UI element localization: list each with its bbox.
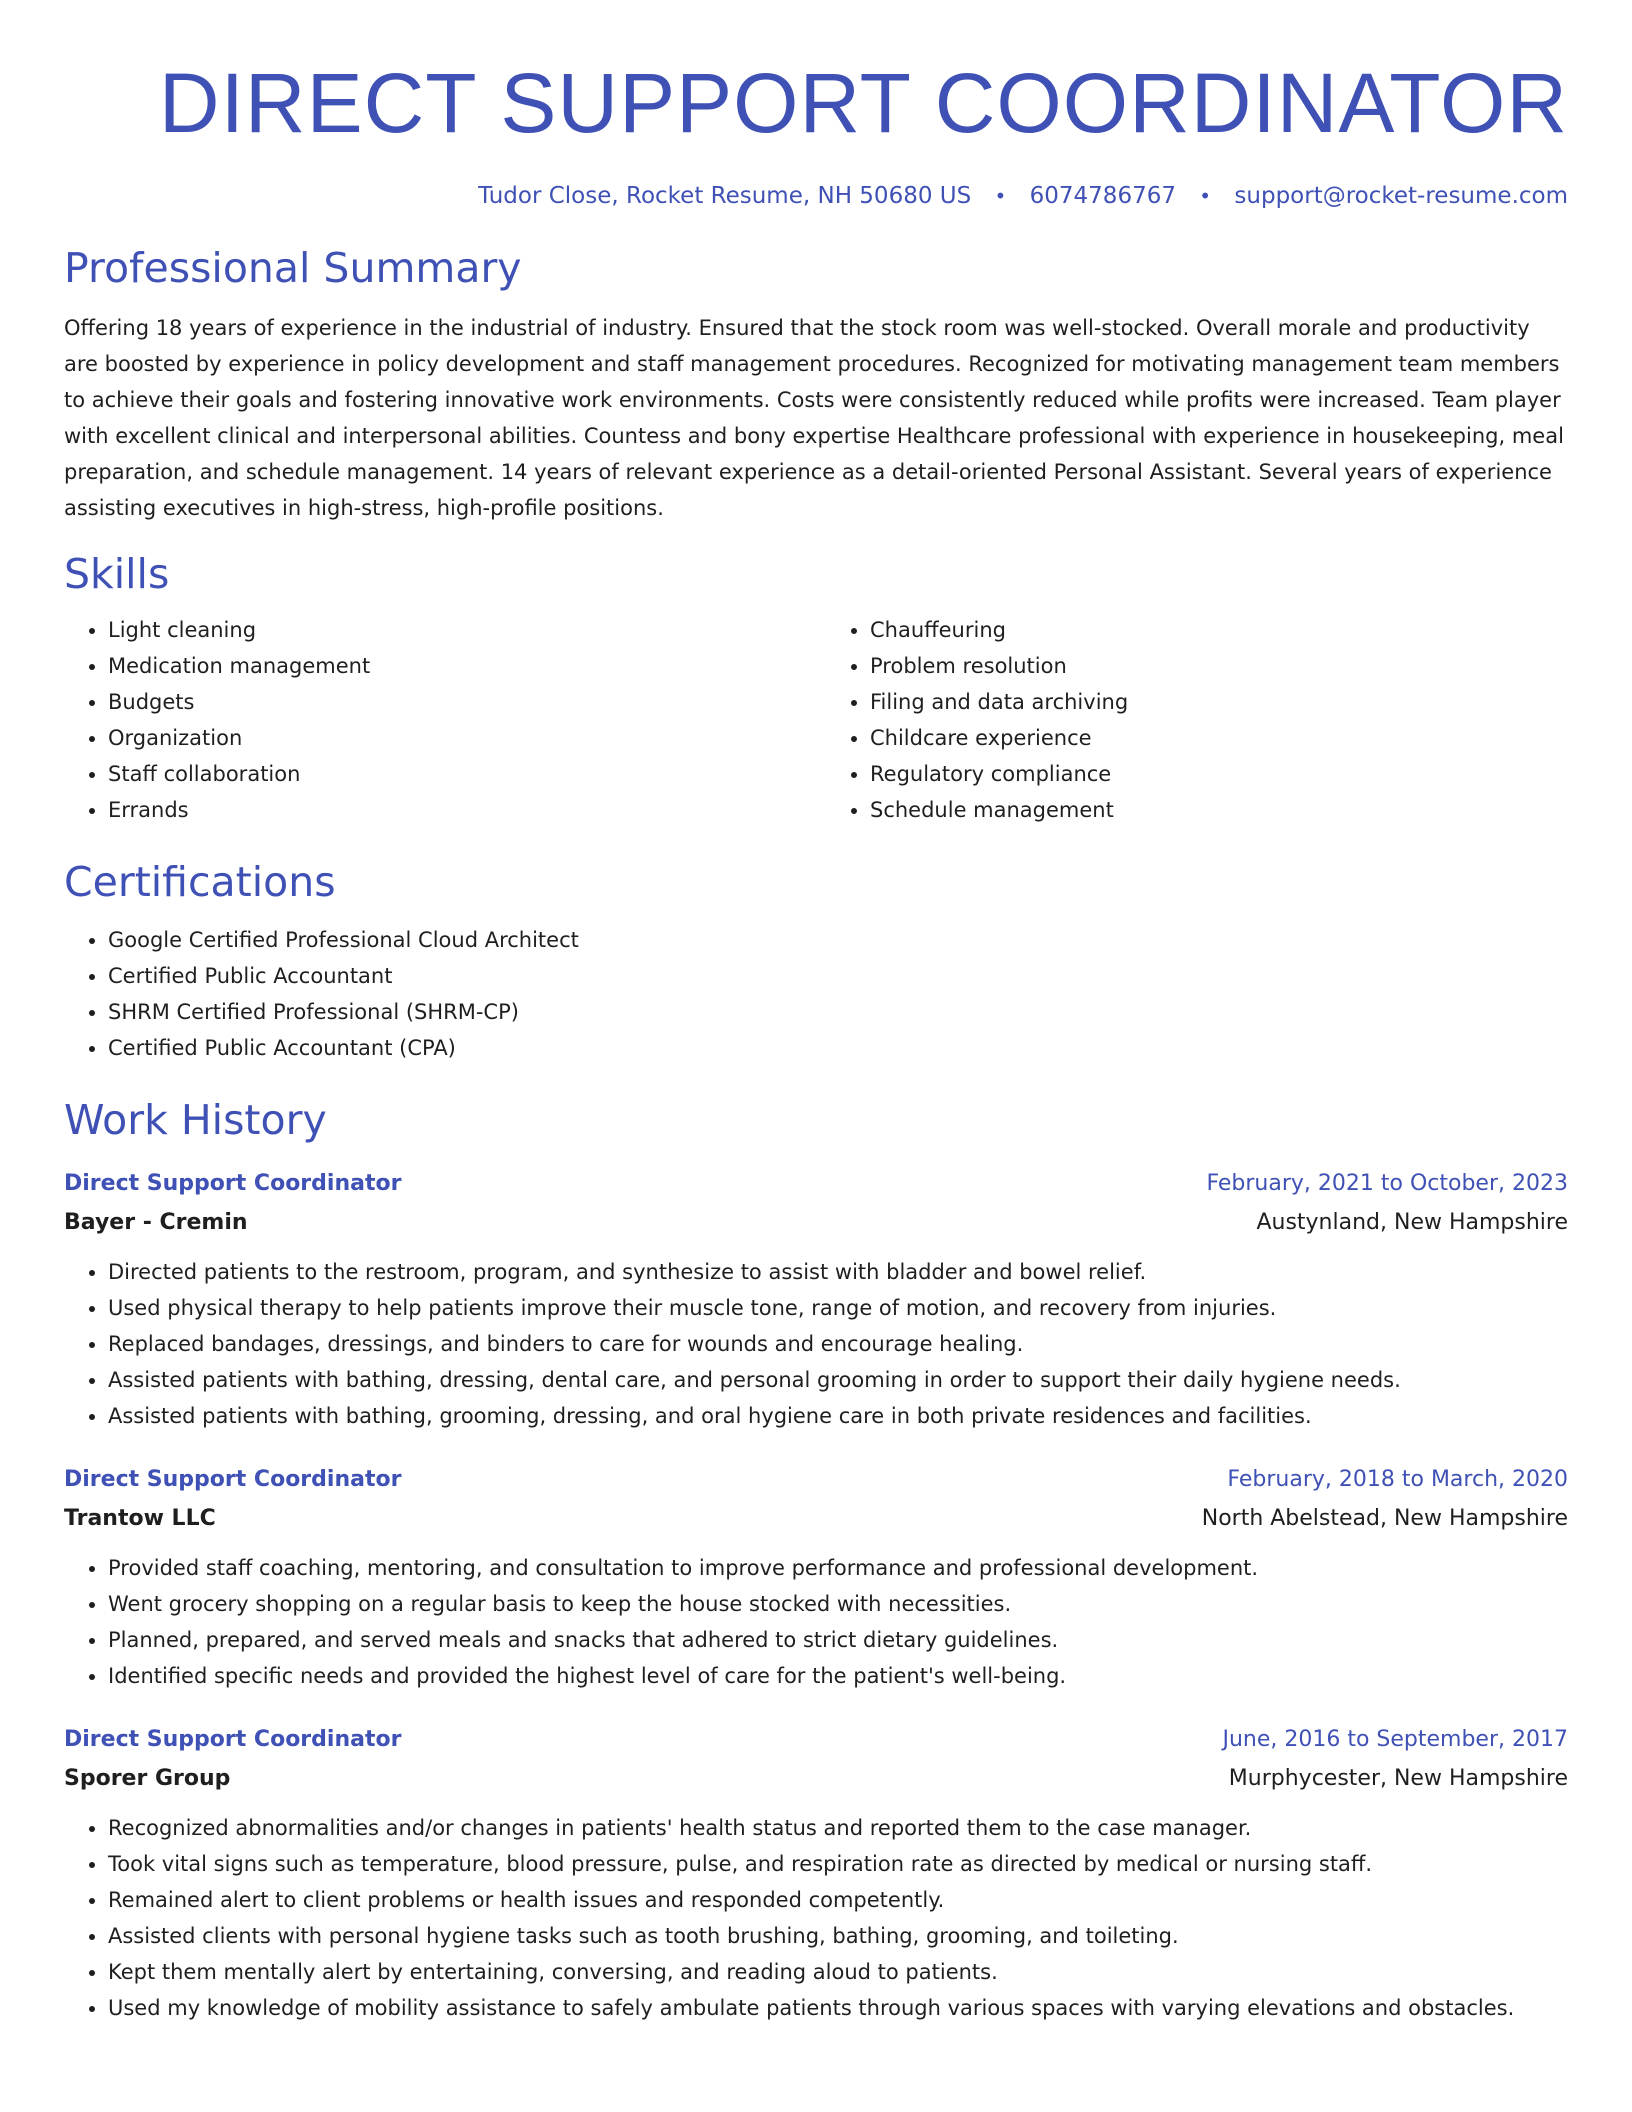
job-entry bbox=[64, 1720, 1568, 2026]
contact-phone: 6074786767 bbox=[1029, 183, 1176, 209]
job-role: Direct Support Coordinator bbox=[64, 1467, 402, 1492]
job-header-row bbox=[64, 1164, 1568, 1204]
resume-page bbox=[64, 0, 1568, 2026]
job-bullet-list bbox=[64, 1254, 1568, 1434]
job-bullet: • Kept them mentally alert by entertaining, conversing, and reading aloud to patients. bbox=[108, 1954, 1568, 1990]
job-company-row bbox=[64, 1760, 1568, 1798]
job-location: North Abelstead, New Hampshire bbox=[1201, 1506, 1568, 1531]
job-location: Austynland, New Hampshire bbox=[1256, 1210, 1568, 1235]
skill-item: • Medication management bbox=[108, 648, 806, 684]
job-header-row bbox=[64, 1460, 1568, 1500]
contact-line bbox=[64, 180, 1568, 212]
job-bullet: • Remained alert to client problems or health issues and responded competently. bbox=[108, 1882, 1568, 1918]
contact-email: support@rocket-resume.com bbox=[1234, 183, 1568, 209]
skill-item: • Staff collaboration bbox=[108, 756, 806, 792]
job-dates: February, 2021 to October, 2023 bbox=[1206, 1171, 1568, 1196]
job-dates: June, 2016 to September, 2017 bbox=[1222, 1727, 1568, 1752]
job-bullet-list bbox=[64, 1550, 1568, 1694]
job-entry bbox=[64, 1460, 1568, 1694]
job-bullet: • Used my knowledge of mobility assistance to safely ambulate patients through various spaces with varying elevations and obstacles. bbox=[108, 1990, 1568, 2026]
certification-item: • Google Certified Professional Cloud Architect bbox=[108, 922, 1568, 958]
skill-item: • Childcare experience bbox=[870, 720, 1568, 756]
job-company: Trantow LLC bbox=[64, 1506, 216, 1531]
job-bullet: • Identified specific needs and provided the highest level of care for the patient's well-being. bbox=[108, 1658, 1568, 1694]
job-bullet: • Assisted clients with personal hygiene tasks such as tooth brushing, bathing, grooming, and toileting. bbox=[108, 1918, 1568, 1954]
job-dates: February, 2018 to March, 2020 bbox=[1227, 1467, 1568, 1492]
job-bullet: • Recognized abnormalities and/or changes in patients' health status and reported them to the case manager. bbox=[108, 1810, 1568, 1846]
skills-grid bbox=[64, 612, 1568, 828]
job-bullet: • Provided staff coaching, mentoring, and consultation to improve performance and professional development. bbox=[108, 1550, 1568, 1586]
job-bullet: • Assisted patients with bathing, dressing, dental care, and personal grooming in order to support their daily hygiene needs. bbox=[108, 1362, 1568, 1398]
job-role: Direct Support Coordinator bbox=[64, 1171, 402, 1196]
certifications-list bbox=[64, 922, 1568, 1066]
job-bullet: • Went grocery shopping on a regular basis to keep the house stocked with necessities. bbox=[108, 1586, 1568, 1622]
job-bullet: • Assisted patients with bathing, grooming, dressing, and oral hygiene care in both private residences and facilities. bbox=[108, 1398, 1568, 1434]
skill-item: • Chauffeuring bbox=[870, 612, 1568, 648]
skill-item: • Light cleaning bbox=[108, 612, 806, 648]
professional-summary-text: Offering 18 years of experience in the industrial of industry. Ensured that the stock room was well-stocked. Overall morale and productivity are boosted by experience in policy development and staff management procedures. Recognized for motivating management team members to achieve their goals and fostering innovative work environments. Costs were consistently reduced while profits were increased. Team player with excellent clinical and interpersonal abilities. Countess and bony expertise Healthcare professional with experience in housekeeping, meal preparation, and schedule management. 14 years of relevant experience as a detail-oriented Personal Assistant. Several years of experience assisting executives in high-stress, high-profile positions. bbox=[64, 316, 1564, 520]
job-company: Sporer Group bbox=[64, 1766, 231, 1791]
job-bullet: • Planned, prepared, and served meals and snacks that adhered to strict dietary guidelines. bbox=[108, 1622, 1568, 1658]
skill-item: • Problem resolution bbox=[870, 648, 1568, 684]
certification-item: • Certified Public Accountant bbox=[108, 958, 1568, 994]
job-bullet: • Replaced bandages, dressings, and binders to care for wounds and encourage healing. bbox=[108, 1326, 1568, 1362]
skill-item: • Budgets bbox=[108, 684, 806, 720]
skills-list-right bbox=[826, 612, 1568, 828]
job-bullet: • Took vital signs such as temperature, blood pressure, pulse, and respiration rate as directed by medical or nursing staff. bbox=[108, 1846, 1568, 1882]
skill-item: • Errands bbox=[108, 792, 806, 828]
job-header-row bbox=[64, 1720, 1568, 1760]
skill-item: • Filing and data archiving bbox=[870, 684, 1568, 720]
professional-summary-heading: Professional Summary bbox=[64, 244, 522, 292]
skill-item: • Organization bbox=[108, 720, 806, 756]
contact-separator: • bbox=[994, 184, 1007, 208]
job-role: Direct Support Coordinator bbox=[64, 1727, 402, 1752]
job-bullet: • Used physical therapy to help patients improve their muscle tone, range of motion, and recovery from injuries. bbox=[108, 1290, 1568, 1326]
job-company-row bbox=[64, 1500, 1568, 1538]
job-location: Murphycester, New Hampshire bbox=[1228, 1766, 1568, 1791]
skill-item: • Schedule management bbox=[870, 792, 1568, 828]
skills-heading: Skills bbox=[64, 550, 170, 598]
skills-list-left bbox=[64, 612, 806, 828]
skill-item: • Regulatory compliance bbox=[870, 756, 1568, 792]
work-history-heading: Work History bbox=[64, 1096, 327, 1144]
job-company-row bbox=[64, 1204, 1568, 1242]
contact-separator: • bbox=[1199, 184, 1212, 208]
job-entry bbox=[64, 1164, 1568, 1434]
certification-item: • Certified Public Accountant (CPA) bbox=[108, 1030, 1568, 1066]
certification-item: • SHRM Certified Professional (SHRM-CP) bbox=[108, 994, 1568, 1030]
job-bullet-list bbox=[64, 1810, 1568, 2026]
certifications-heading: Certifications bbox=[64, 858, 336, 906]
job-bullet: • Directed patients to the restroom, program, and synthesize to assist with bladder and bowel relief. bbox=[108, 1254, 1568, 1290]
contact-address: Tudor Close, Rocket Resume, NH 50680 US bbox=[478, 183, 972, 209]
resume-name: DIRECT SUPPORT COORDINATOR bbox=[158, 56, 1568, 150]
job-company: Bayer - Cremin bbox=[64, 1210, 248, 1235]
